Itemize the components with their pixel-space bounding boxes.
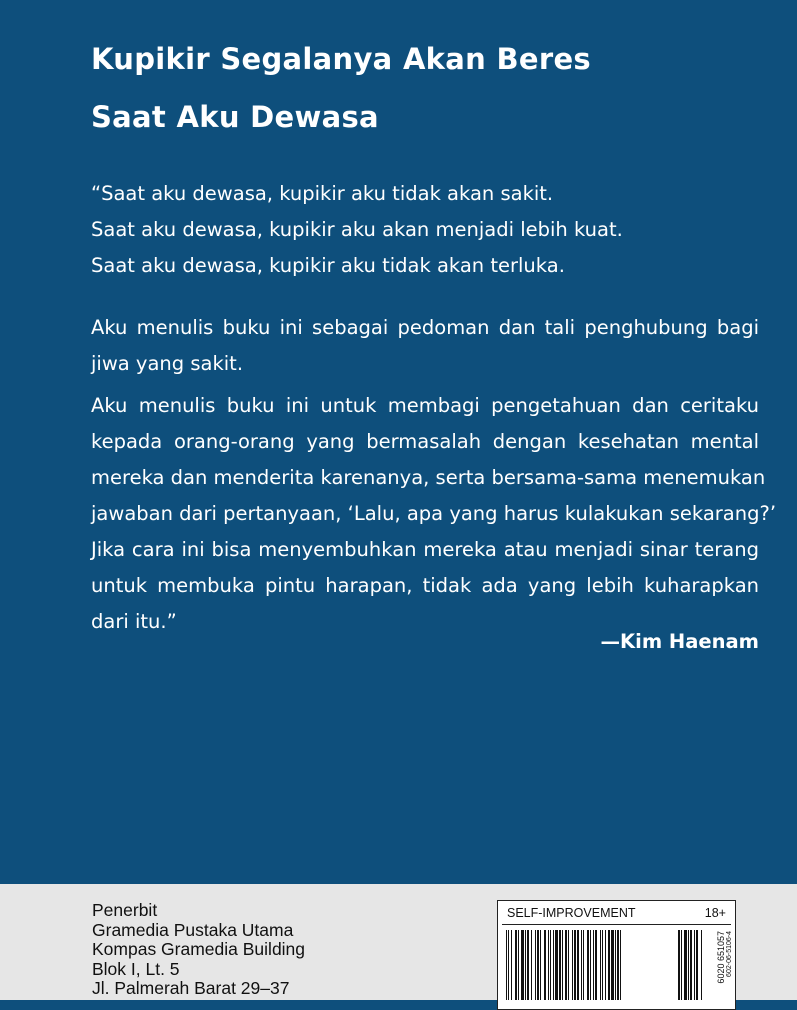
barcode-bar xyxy=(678,930,680,1000)
barcode-bar xyxy=(620,930,621,1000)
barcode-bar xyxy=(531,930,532,1000)
barcode-addon-bars xyxy=(678,930,708,1000)
barcode-bar xyxy=(521,930,524,1000)
barcode-bar xyxy=(602,930,603,1000)
barcode-category: SELF-IMPROVEMENT xyxy=(507,906,636,920)
paragraph-line: jawaban dari pertanyaan, ‘Lalu, apa yang harus kulakukan sekarang?’ xyxy=(91,502,777,525)
quote-line: Saat aku dewasa, kupikir aku akan menjadi lebih kuat. xyxy=(91,218,623,241)
opening-quote xyxy=(91,176,759,284)
barcode-bar xyxy=(581,930,582,1000)
barcode-bar xyxy=(527,930,529,1000)
quote-line: Saat aku dewasa, kupikir aku tidak akan terluka. xyxy=(91,254,565,277)
barcode-bar xyxy=(518,930,519,1000)
barcode-bar xyxy=(617,930,619,1000)
barcode-bar xyxy=(577,930,579,1000)
barcode-bar xyxy=(590,930,591,1000)
barcode-bar xyxy=(568,930,569,1000)
barcode-bar xyxy=(583,930,584,1000)
barcode-bar xyxy=(600,930,601,1000)
publisher-line: Kompas Gramedia Building xyxy=(92,939,306,959)
barcode-label xyxy=(497,900,736,1010)
barcode-bar xyxy=(615,930,616,1000)
publisher-line: Blok I, Lt. 5 xyxy=(92,958,180,979)
publisher-line: Jl. Palmerah Barat 29–37 xyxy=(92,978,290,998)
barcode-bar xyxy=(572,930,573,1000)
barcode-bar xyxy=(611,930,614,1000)
barcode-bar xyxy=(506,930,507,1000)
book-title xyxy=(91,30,771,146)
publisher-footer xyxy=(0,884,797,1000)
blurb-paragraph-2 xyxy=(91,388,777,532)
barcode-bar xyxy=(587,930,589,1000)
barcode-bar xyxy=(605,930,606,1000)
barcode-bars xyxy=(506,930,671,1000)
paragraph-line: mereka dan menderita karenanya, serta bersama-sama menemukan xyxy=(91,466,766,489)
paragraph-line: Aku menulis buku ini sebagai pedoman dan tali penghubung bagi xyxy=(91,316,759,339)
blurb-paragraph-1 xyxy=(91,310,759,382)
paragraph-line: Jika cara ini bisa menyembuhkan mereka atau menjadi sinar terang xyxy=(91,538,759,561)
book-title-line-1: Kupikir Segalanya Akan Beres xyxy=(91,42,591,76)
publisher-info xyxy=(92,901,305,999)
barcode-bar xyxy=(593,930,594,1000)
barcode-bar xyxy=(565,930,567,1000)
publisher-line: Penerbit xyxy=(92,900,158,920)
book-title-line-2: Saat Aku Dewasa xyxy=(91,100,379,134)
age-rating: 18+ xyxy=(704,906,726,920)
paragraph-line: untuk membuka pintu harapan, tidak ada yang lebih kuharapkan xyxy=(91,574,759,597)
barcode-bar xyxy=(511,930,512,1000)
barcode-bar xyxy=(608,930,610,1000)
barcode-bar xyxy=(696,930,698,1000)
barcode-bar xyxy=(515,930,517,1000)
paragraph-line: dari itu.” xyxy=(91,610,177,633)
barcode-bar xyxy=(550,930,551,1000)
barcode-bar xyxy=(525,930,526,1000)
barcode-bar xyxy=(535,930,536,1000)
barcode-bar xyxy=(681,930,682,1000)
barcode-bar xyxy=(559,930,561,1000)
paragraph-line: Aku menulis buku ini untuk membagi pengetahuan dan ceritaku xyxy=(91,394,759,417)
barcode-bar xyxy=(701,930,702,1000)
author-signature: —Kim Haenam xyxy=(600,630,759,653)
publisher-line: Gramedia Pustaka Utama xyxy=(92,919,294,940)
barcode-side-isbn: 602-06-5106-4 xyxy=(726,931,733,977)
barcode-bar xyxy=(595,930,597,1000)
paragraph-line: kepada orang-orang yang bermasalah dengan kesehatan mental xyxy=(91,430,759,453)
barcode-bar xyxy=(540,930,541,1000)
blurb-paragraph-3 xyxy=(91,532,759,640)
barcode-bar xyxy=(694,930,695,1000)
barcode-bar xyxy=(690,930,692,1000)
barcode-side-number: 6020 651057 xyxy=(716,931,726,984)
barcode-bar xyxy=(508,930,509,1000)
quote-line: “Saat aku dewasa, kupikir aku tidak akan sakit. xyxy=(91,182,554,205)
barcode-bar xyxy=(537,930,539,1000)
barcode-bar xyxy=(574,930,576,1000)
barcode-bar xyxy=(553,930,554,1000)
paragraph-line: jiwa yang sakit. xyxy=(91,352,244,375)
barcode-bar xyxy=(562,930,563,1000)
barcode-bar xyxy=(555,930,558,1000)
barcode-bar xyxy=(544,930,546,1000)
barcode-bar xyxy=(684,930,687,1000)
barcode-bar xyxy=(688,930,689,1000)
barcode-bar xyxy=(548,930,549,1000)
barcode-divider xyxy=(502,924,731,925)
